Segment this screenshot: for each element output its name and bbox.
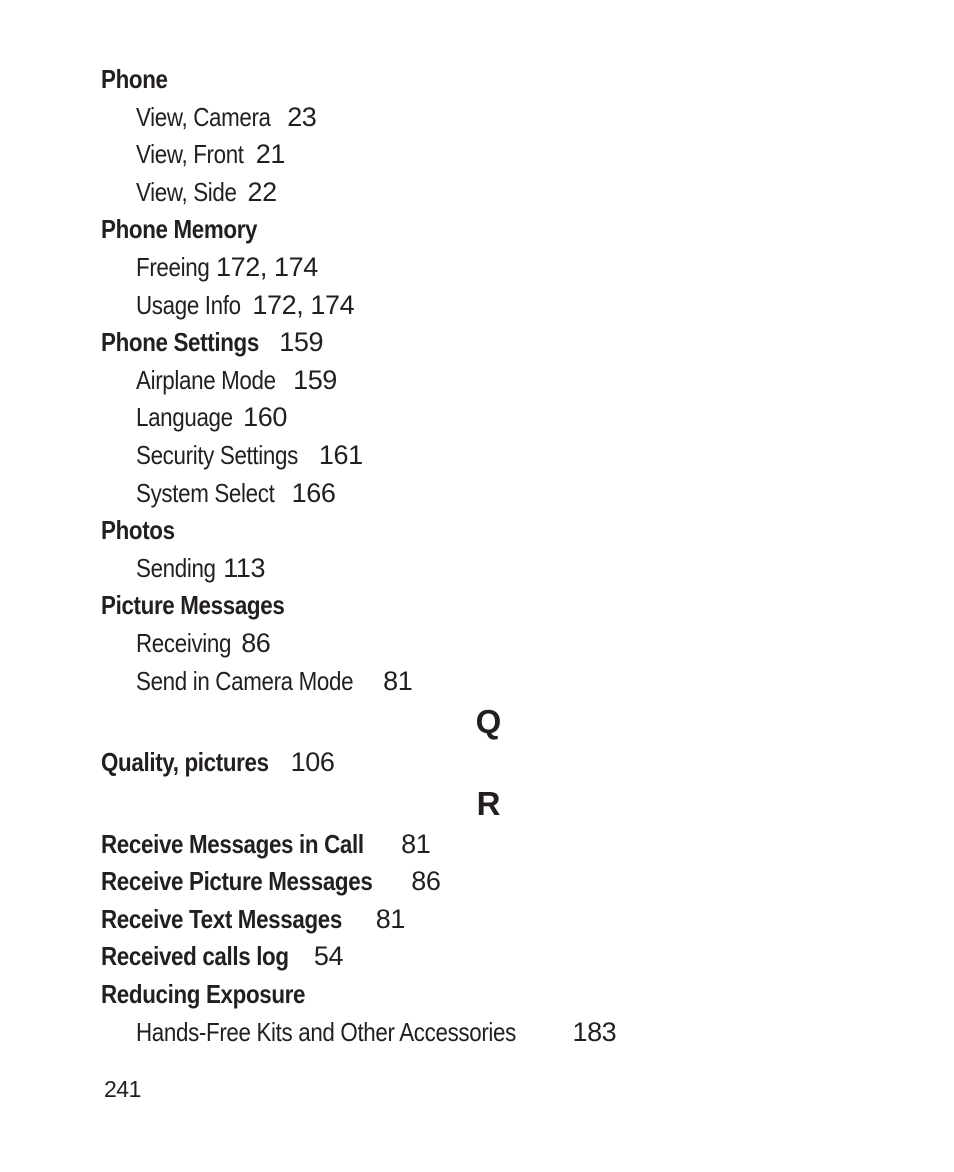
section-letter-q: Q — [475, 703, 502, 741]
index-term: Received calls log — [101, 941, 289, 972]
index-subentry-system-select — [101, 475, 881, 513]
index-entry-receive-messages-in-call — [101, 826, 881, 864]
index-term: Security Settings — [136, 439, 298, 470]
page-reference: 183 — [572, 1016, 617, 1047]
page-reference: 172, 174 — [252, 289, 355, 320]
index-term: System Select — [136, 477, 275, 508]
index-term: Airplane Mode — [136, 364, 276, 395]
index-term: Sending — [136, 552, 216, 583]
page-reference: 86 — [241, 627, 271, 658]
page-reference: 106 — [290, 747, 335, 778]
index-subentry-sending — [101, 550, 881, 588]
index-term: Send in Camera Mode — [136, 665, 354, 696]
index-subentry-hands-free-kits-and-other-accessories — [101, 1014, 881, 1052]
index-term: View, Side — [136, 176, 237, 207]
index-subentry-send-in-camera-mode — [101, 663, 881, 701]
page-reference: 113 — [223, 552, 266, 583]
index-entry-received-calls-log — [101, 938, 881, 976]
index-term: Receive Messages in Call — [101, 828, 364, 859]
section-letter-r: R — [476, 784, 501, 822]
page-reference: 161 — [318, 439, 363, 470]
index-term: Receive Text Messages — [101, 903, 342, 934]
index-term: Freeing — [136, 251, 210, 282]
index-subentry-view-side — [101, 174, 881, 212]
index-term: Quality, pictures — [101, 747, 269, 778]
index-subentry-airplane-mode — [101, 362, 881, 400]
page-reference: 81 — [375, 903, 406, 934]
page-reference: 86 — [411, 866, 441, 897]
index-list — [101, 61, 881, 1051]
index-entry-receive-picture-messages — [101, 863, 881, 901]
index-entry-phone — [101, 61, 881, 99]
index-term: Usage Info — [136, 289, 241, 320]
page-reference: 54 — [313, 941, 344, 972]
index-subentry-view-front — [101, 136, 881, 174]
index-term: Phone — [101, 64, 168, 94]
index-term: Phone Settings — [101, 327, 259, 358]
index-entry-photos — [101, 512, 881, 550]
index-subentry-view-camera — [101, 99, 881, 137]
index-term: Hands-Free Kits and Other Accessories — [136, 1016, 516, 1047]
page-reference: 159 — [279, 327, 324, 358]
index-term: Picture Messages — [101, 590, 285, 621]
index-term: Receive Picture Messages — [101, 866, 373, 897]
page-reference: 22 — [247, 176, 277, 207]
index-term: Phone Memory — [101, 214, 258, 245]
page-reference: 159 — [293, 364, 337, 395]
index-subentry-usage-info — [101, 287, 881, 325]
index-entry-receive-text-messages — [101, 901, 881, 939]
page-reference: 166 — [291, 477, 336, 508]
index-term: Language — [136, 402, 233, 433]
page-number: 241 — [104, 1076, 141, 1102]
page-reference: 23 — [287, 101, 317, 132]
index-term: View, Camera — [136, 101, 271, 132]
index-term: Photos — [101, 515, 175, 546]
index-entry-phone-memory — [101, 211, 881, 249]
page-reference: 81 — [401, 828, 431, 859]
page-reference: 81 — [383, 665, 413, 696]
index-entry-phone-settings — [101, 324, 881, 362]
index-subentry-receiving — [101, 625, 881, 663]
index-subentry-language — [101, 399, 881, 437]
index-subentry-security-settings — [101, 437, 881, 475]
page-reference: 21 — [255, 139, 286, 170]
index-term: View, Front — [136, 139, 244, 170]
index-entry-quality-pictures — [101, 744, 881, 782]
index-term: Receiving — [136, 627, 232, 658]
index-term: Reducing Exposure — [101, 979, 306, 1010]
page-reference: 160 — [243, 402, 287, 433]
page-reference: 172, 174 — [215, 251, 318, 282]
index-entry-reducing-exposure — [101, 976, 881, 1014]
index-entry-picture-messages — [101, 587, 881, 625]
index-subentry-freeing — [101, 249, 881, 287]
